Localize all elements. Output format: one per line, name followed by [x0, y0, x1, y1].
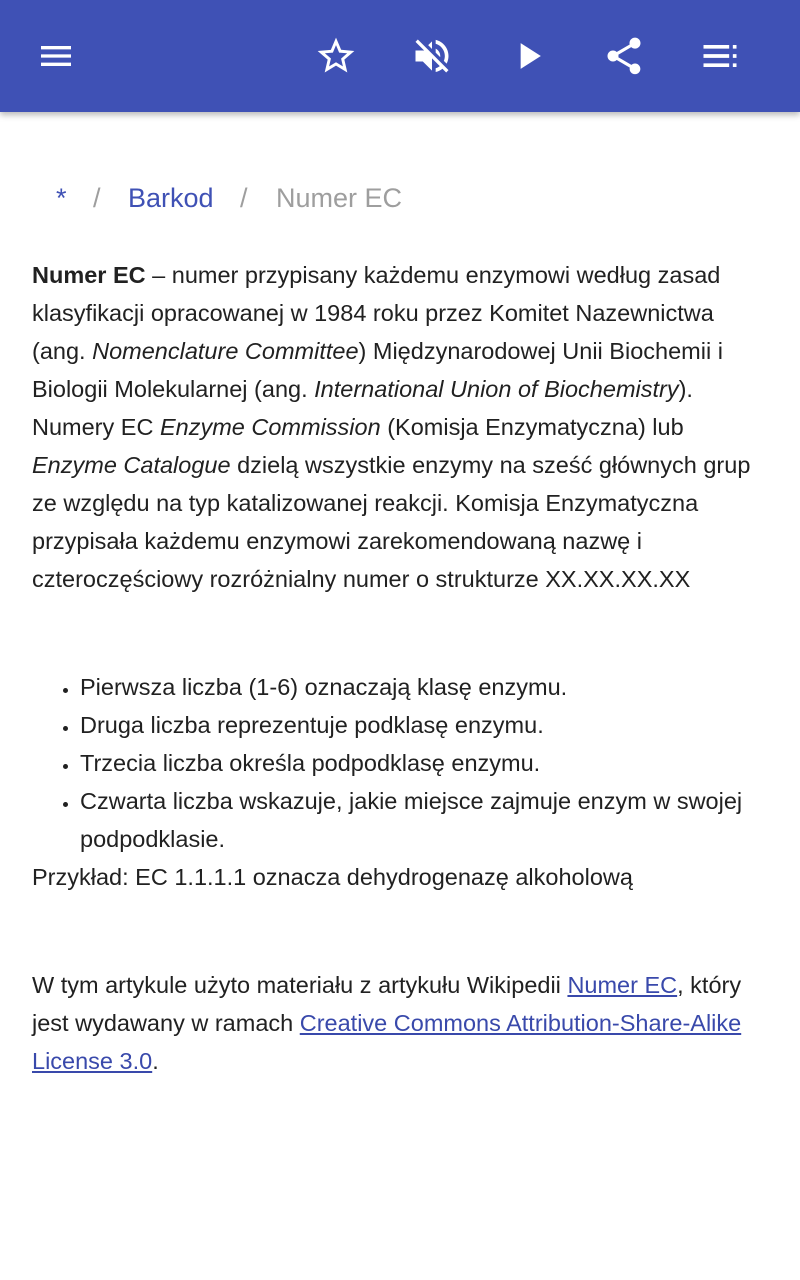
breadcrumb-home-link[interactable]: *	[56, 183, 67, 213]
license-text: W tym artykule użyto materiału z artykułu Wikipedii	[32, 972, 568, 998]
breadcrumb-separator: /	[93, 183, 101, 213]
article-title: Numer EC	[32, 262, 146, 288]
intro-italic: International Union of Biochemistry	[314, 376, 679, 402]
intro-italic: Enzyme Commission	[159, 414, 381, 440]
example-line: Przykład: EC 1.1.1.1 oznacza dehydrogenazę alkoholową	[32, 864, 633, 890]
intro-italic: Nomenclature Committee	[92, 338, 359, 364]
license-text: , który jest wydawany w ramach	[32, 972, 742, 1036]
list-item: • Druga liczba reprezentuje podklasę enzymu.	[80, 706, 768, 744]
intro-text: ) Międzynarodowej Unii Biochemii i Biologii Molekularnej (ang.	[32, 338, 723, 402]
menu-icon[interactable]	[32, 32, 80, 80]
breadcrumb-current: Numer EC	[276, 183, 403, 213]
license-notice	[32, 966, 768, 1080]
playlist-icon[interactable]	[696, 32, 744, 80]
intro-text: (Komisja Enzymatyczna) lub	[380, 414, 684, 440]
intro-paragraph	[32, 256, 772, 598]
star-outline-icon[interactable]	[312, 32, 360, 80]
app-bar	[0, 0, 800, 112]
breadcrumb-separator: /	[240, 183, 248, 213]
ec-number-parts-list	[32, 668, 768, 858]
cc-license-link[interactable]: Creative Commons Attribution-Share-Alike License 3.0	[32, 1010, 742, 1074]
license-text: .	[152, 1048, 159, 1074]
intro-text: – numer przypisany każdemu enzymowi według zasad klasyfikacji opracowanej w 1984 roku przez Komitet Nazewnictwa (ang.	[32, 262, 721, 364]
list-item: • Pierwsza liczba (1-6) oznaczają klasę enzymu.	[80, 668, 768, 706]
breadcrumb-parent-link[interactable]: Barkod	[128, 183, 214, 213]
intro-text: dzielą wszystkie enzymy na sześć głównych grup ze względu na typ katalizowanej reakcji. Komisja Enzymatyczna przypisała każdemu enzymowi zarekomendowaną nazwę i czteroczęściowy rozróżnialny numer o strukturze XX.XX.XX.XX	[32, 452, 751, 592]
intro-italic: Enzyme Catalogue	[32, 452, 231, 478]
wikipedia-article-link[interactable]: Numer EC	[567, 972, 678, 998]
play-icon[interactable]	[504, 32, 552, 80]
share-icon[interactable]	[600, 32, 648, 80]
intro-text: ). Numery EC	[32, 376, 693, 440]
list-item: • Trzecia liczba określa podpodklasę enzymu.	[80, 744, 768, 782]
volume-off-icon[interactable]	[408, 32, 456, 80]
list-item: • Czwarta liczba wskazuje, jakie miejsce zajmuje enzym w swojej podpodklasie.	[80, 782, 768, 858]
